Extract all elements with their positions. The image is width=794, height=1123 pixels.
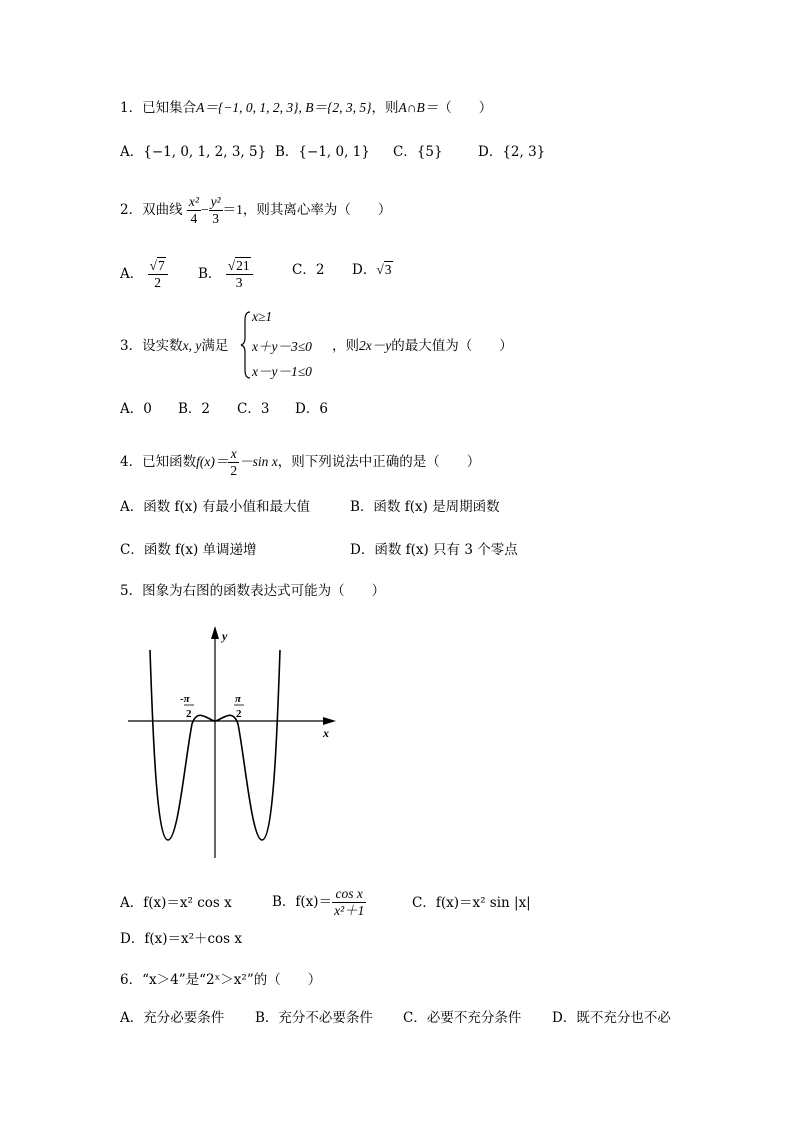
numerator: x <box>228 446 239 463</box>
denominator: 3 <box>235 275 243 290</box>
numerator: y² <box>210 194 221 209</box>
radicand: 21 <box>236 258 250 273</box>
y-axis-label: y <box>222 629 228 643</box>
question-text: ，则下列说法中正确的是（ ） <box>277 454 481 470</box>
denominator: 4 <box>190 211 198 226</box>
set-b: , B＝{2, 3, 5} <box>298 100 372 115</box>
numerator: x² <box>188 194 199 209</box>
neg-pi-label: -π <box>180 693 190 705</box>
q5-option-d: D．f(x)＝x²＋cos x <box>120 931 243 947</box>
question-text: 设实数 <box>142 338 183 354</box>
constraint-1: x≥1 <box>252 309 273 324</box>
q3-option-c: C．3 <box>237 401 270 417</box>
two-label: 2 <box>186 708 192 720</box>
q1-option-d: D．{2, 3} <box>478 144 546 160</box>
question-text: 双曲线 <box>142 202 183 218</box>
question-5 <box>120 581 385 601</box>
question-text: ，则 <box>332 338 359 354</box>
denominator: 2 <box>230 463 238 478</box>
option-label: B． <box>198 266 222 282</box>
option-label: B．f(x)＝ <box>272 894 333 910</box>
question-number: 6． <box>120 972 143 988</box>
question-text: ，则 <box>371 100 399 116</box>
q2-option-b <box>198 258 253 291</box>
question-text: 已知集合 <box>142 100 197 116</box>
constraint-2: x＋y－3≤0 <box>252 339 312 354</box>
question-text: 图象为右图的函数表达式可能为（ ） <box>142 583 386 599</box>
variables: x, y <box>182 338 202 353</box>
fraction-x-over-2 <box>228 446 239 479</box>
q3-option-d: D．6 <box>295 401 328 417</box>
objective-expr: 2x－y <box>359 338 392 353</box>
question-3-tail <box>332 336 513 356</box>
q1-option-c: C．{5} <box>393 144 443 160</box>
two-label: 2 <box>236 708 242 720</box>
fraction-y2-over-3 <box>209 194 223 227</box>
q5-option-c: C．f(x)＝x² sin |x| <box>412 895 531 911</box>
x-axis-arrow <box>323 717 336 725</box>
q3-option-a: A．0 <box>120 401 152 417</box>
q2-option-a <box>120 258 168 291</box>
question-6 <box>120 970 321 990</box>
q4-option-c: C．函数 f(x) 单调递增 <box>120 542 257 558</box>
q3-option-b: B．2 <box>178 401 211 417</box>
denominator: 3 <box>212 211 219 226</box>
q4-option-b: B．函数 f(x) 是周期函数 <box>350 499 500 515</box>
question-number: 3． <box>120 338 143 354</box>
question-number: 4． <box>120 454 143 470</box>
fraction-x2-over-4 <box>187 194 201 227</box>
q1-option-a: A．{−1, 0, 1, 2, 3, 5} <box>120 144 267 160</box>
answer-paren: （ ） <box>438 100 493 116</box>
question-number: 2． <box>120 202 143 218</box>
question-text: 满足 <box>201 338 229 354</box>
q2-option-d <box>352 260 393 280</box>
numerator: √21 <box>226 258 253 275</box>
constraint-3: x－y－1≤0 <box>252 364 312 379</box>
function-rest: －sin x <box>239 454 278 469</box>
question-2 <box>120 194 391 227</box>
numerator: cos x <box>332 886 366 903</box>
q4-option-d: D．函数 f(x) 只有 3 个零点 <box>350 542 518 558</box>
y-axis-arrow <box>211 626 219 639</box>
question-text: “x＞4”是“2ˣ＞x²”的（ ） <box>142 972 322 988</box>
q6-option-b: B．充分不必要条件 <box>255 1010 373 1026</box>
radicand: 3 <box>384 262 392 277</box>
system-brace <box>240 310 252 380</box>
question-number: 1． <box>120 100 143 116</box>
sqrt21-over-3 <box>226 258 253 291</box>
cosx-over-x2plus1 <box>332 886 366 919</box>
sqrt3: √3 <box>376 262 392 277</box>
q4-option-a: A．函数 f(x) 有最小值和最大值 <box>120 499 310 515</box>
equals-one: ＝1 <box>222 202 243 217</box>
function-graph <box>120 620 350 865</box>
function-lhs: f(x)＝ <box>196 454 229 469</box>
q2-option-c: C．2 <box>292 262 325 278</box>
question-number: 5． <box>120 583 143 599</box>
option-label: A． <box>120 266 144 282</box>
set-a: A＝{−1, 0, 1, 2, 3} <box>196 100 299 115</box>
q5-option-a: A．f(x)＝x² cos x <box>120 895 232 911</box>
intersection-expr: A∩B＝ <box>398 100 439 115</box>
denominator: x²＋1 <box>334 903 365 918</box>
question-text: 的最大值为（ ） <box>391 338 513 354</box>
q6-option-a: A．充分必要条件 <box>120 1010 225 1026</box>
option-label: D． <box>352 262 377 278</box>
q6-option-d: D．既不充分也不必 <box>552 1010 671 1026</box>
question-1 <box>120 98 492 118</box>
minus-sign: − <box>200 202 209 217</box>
q1-option-b: B．{−1, 0, 1} <box>275 144 370 160</box>
question-3 <box>120 336 228 356</box>
numerator: √7 <box>148 258 168 275</box>
pos-pi-label: π <box>235 693 242 705</box>
q5-option-b <box>272 886 366 919</box>
sqrt7-over-2 <box>148 258 168 291</box>
question-4 <box>120 446 480 479</box>
q6-option-c: C．必要不充分条件 <box>403 1010 522 1026</box>
question-text: 已知函数 <box>142 454 197 470</box>
radicand: 7 <box>157 258 165 273</box>
question-text: ，则其离心率为（ ） <box>242 202 392 218</box>
denominator: 2 <box>154 275 161 290</box>
x-axis-label: x <box>323 726 329 740</box>
